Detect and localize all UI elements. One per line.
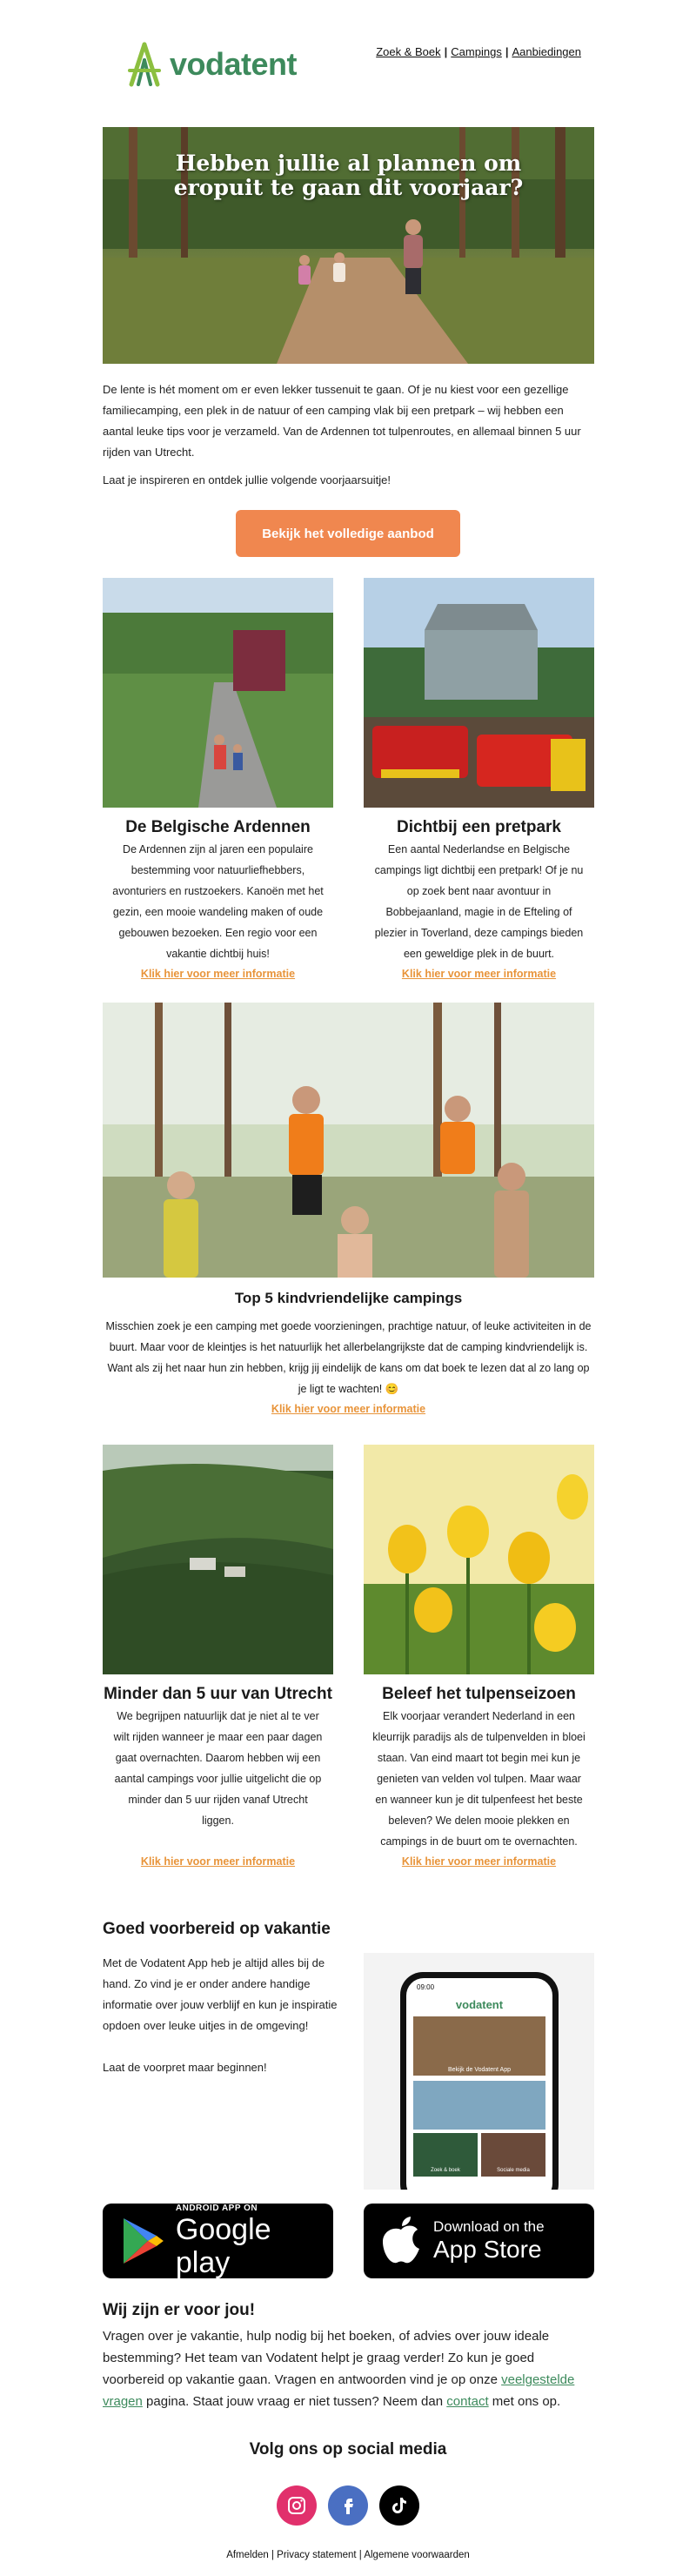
card-text: De Ardennen zijn al jaren een populaire bestemming voor natuurliefhebbers, avonturiers en rustzoekers. Kanoën met het gezin, een mooie wandeling maken of oude gebouwen bezoeken. Een regio voor een vakantie dichtbij huis! [112, 843, 324, 960]
more-info-link[interactable]: Klik hier voor meer informatie [140, 968, 296, 980]
phone-brand: vodatent [455, 1998, 504, 2011]
terms-link[interactable]: Algemene voorwaarden [364, 2550, 470, 2560]
vodatent-logo[interactable] [126, 40, 297, 89]
card-title: Top 5 kindvriendelijke campings [234, 1290, 463, 1306]
apple-badge-small-text: Download on the [433, 2218, 545, 2235]
social-title: Volg ons op social media [249, 2440, 447, 2459]
card-tulpen [364, 1445, 594, 1871]
valley-aerial-photo [103, 1445, 333, 1674]
phone-tiles [413, 2133, 545, 2177]
card-title: Dichtbij een pretpark [397, 818, 561, 836]
card-title: Minder dan 5 uur van Utrecht [104, 1685, 332, 1703]
tulpen-image[interactable] [364, 1445, 594, 1674]
more-info-link[interactable]: Klik hier voor meer informatie [140, 1855, 296, 1868]
intro-text [103, 379, 594, 491]
card-title: De Belgische Ardennen [125, 818, 311, 836]
privacy-link[interactable]: Privacy statement [277, 2550, 357, 2560]
card-text: Misschien zoek je een camping met goede voorzieningen, prachtige natuur, of leuke activiteiten in de buurt. Maar voor de kleintjes is het natuurlijk het allerbelangrijkste dat de camping kindvriendelijk is. Want als zij het naar hun zin hebben, krijg jij eindelijk de kans om dat boek te lezen dat al zo lang op je ligt te wachten! 😊 [105, 1320, 592, 1395]
phone-tile: Zoek & boek [413, 2133, 478, 2177]
card-text: Elk voorjaar verandert Nederland in een kleurrijk paradijs als de tulpenvelden in bloei staan. Van eind maart tot begin mei kun je genieten van velden vol tulpen. Maar waar en wanneer kun je dit tulpenfeest het beste beleven? We delen mooie plekken en campings in de buurt om te overnachten. [372, 1710, 586, 1848]
phone-photo [413, 2081, 545, 2130]
card-ardennen [103, 578, 333, 983]
facebook-icon[interactable] [328, 2485, 368, 2526]
apple-badge-big-text: App Store [433, 2236, 542, 2263]
app-text [103, 1953, 342, 2078]
card-pretpark [364, 578, 594, 983]
tiktok-icon[interactable] [379, 2485, 419, 2526]
phone-caption: Bekijk de Vodatent App [448, 2067, 511, 2073]
contact-section [103, 2301, 594, 2412]
contact-link[interactable]: contact [446, 2394, 489, 2409]
google-badge-big-text: Google play [175, 2212, 271, 2279]
pretpark-photo [364, 578, 594, 808]
apple-icon [379, 2216, 423, 2266]
top-nav: Zoek & Boek | Campings | Aanbiedingen [376, 45, 581, 58]
intro-paragraph: De lente is hét moment om er even lekker tussenuit te gaan. Of je nu kiest voor een gezellige familiecamping, een plek in de natuur of een camping vlak bij een pretpark – wij hebben een aantal leuke tips voor je verzameld. Van de Ardennen tot tulpenroutes, en allemaal binnen 5 uur rijden van Utrecht. [103, 383, 581, 459]
social-icons [277, 2485, 419, 2526]
app-section-title: Goed voorbereid op vakantie [103, 1920, 331, 1938]
tulips-photo [364, 1445, 594, 1674]
card-kindvriendelijk [103, 1003, 594, 1419]
kindvriendelijk-image[interactable] [103, 1003, 594, 1278]
phone-tile: Sociale media [481, 2133, 545, 2177]
card-text: We begrijpen natuurlijk dat je niet al te ver wilt rijden wanneer je maar een paar dagen gaat overnachten. Daarom hebben wij een aantal campings voor jullie uitgelicht die op minder dan 5 uur rijden vanaf Utrecht liggen. [113, 1710, 323, 1827]
phone-frame [400, 1972, 559, 2190]
ardennen-image[interactable] [103, 578, 333, 808]
google-play-icon [118, 2215, 167, 2267]
card-text: Een aantal Nederlandse en Belgische campings ligt dichtbij een pretpark! Of je nu op zoek bent naar avontuur in Bobbejaanland, magie in de Efteling of plezier in Toverland, deze campings bieden een geweldige plek in de buurt. [374, 843, 584, 960]
utrecht-image[interactable] [103, 1445, 333, 1674]
kids-activity-photo [103, 1003, 594, 1278]
contact-title: Wij zijn er voor jou! [103, 2301, 256, 2319]
app-store-badge[interactable] [364, 2204, 594, 2278]
more-info-link[interactable]: Klik hier voor meer informatie [401, 968, 557, 980]
tent-logo-icon [126, 41, 163, 88]
view-offers-button[interactable]: Bekijk het volledige aanbod [236, 510, 460, 557]
more-info-link[interactable]: Klik hier voor meer informatie [401, 1855, 557, 1868]
nav-link-campings[interactable]: Campings [451, 45, 502, 58]
card-utrecht [103, 1445, 333, 1871]
phone-screen [406, 1978, 552, 2190]
ardennen-photo [103, 578, 333, 808]
app-phone-image [364, 1953, 594, 2190]
pretpark-image[interactable] [364, 578, 594, 808]
logo-text: vodatent [170, 46, 298, 82]
phone-banner [413, 2016, 545, 2076]
app-paragraph: Met de Vodatent App heb je altijd alles bij de hand. Zo vind je er onder andere handige informatie over jouw verblijf en kun je inspiratie opdoen over leuke uitjes in de omgeving! [103, 1956, 338, 2032]
app-paragraph: Laat de voorpret maar beginnen! [103, 2061, 267, 2074]
nav-link-zoek-boek[interactable]: Zoek & Boek [376, 45, 441, 58]
instagram-icon[interactable] [277, 2485, 317, 2526]
unsubscribe-link[interactable]: Afmelden [226, 2550, 269, 2560]
hero-title: Hebben jullie al plannen om eropuit te gaan dit voorjaar? [173, 151, 524, 200]
more-info-link[interactable]: Klik hier voor meer informatie [271, 1403, 426, 1415]
google-badge-small-text: ANDROID APP ON [175, 2203, 258, 2213]
nav-link-aanbiedingen[interactable]: Aanbiedingen [512, 45, 581, 58]
faq-link[interactable]: veelgestelde vragen [103, 2372, 575, 2409]
hero-image[interactable] [103, 127, 594, 364]
google-play-badge[interactable] [103, 2204, 333, 2278]
card-title: Beleef het tulpenseizoen [382, 1685, 576, 1703]
phone-time: 09:00 [417, 1983, 435, 1991]
footer-links: Afmelden | Privacy statement | Algemene voorwaarden [226, 2550, 470, 2560]
intro-paragraph: Laat je inspireren en ontdek jullie volgende voorjaarsuitje! [103, 473, 391, 486]
contact-text: Vragen over je vakantie, hulp nodig bij het boeken, of advies over jouw ideale bestemming? Het team van Vodatent helpt je graag verder! Zo kun je goed voorbereid op vakantie gaan. Vragen en antwoorden vind je op onze veelgestelde vragen pagina. Staat jouw vraag er niet tussen? Neem dan contact met ons op. [103, 2329, 575, 2409]
